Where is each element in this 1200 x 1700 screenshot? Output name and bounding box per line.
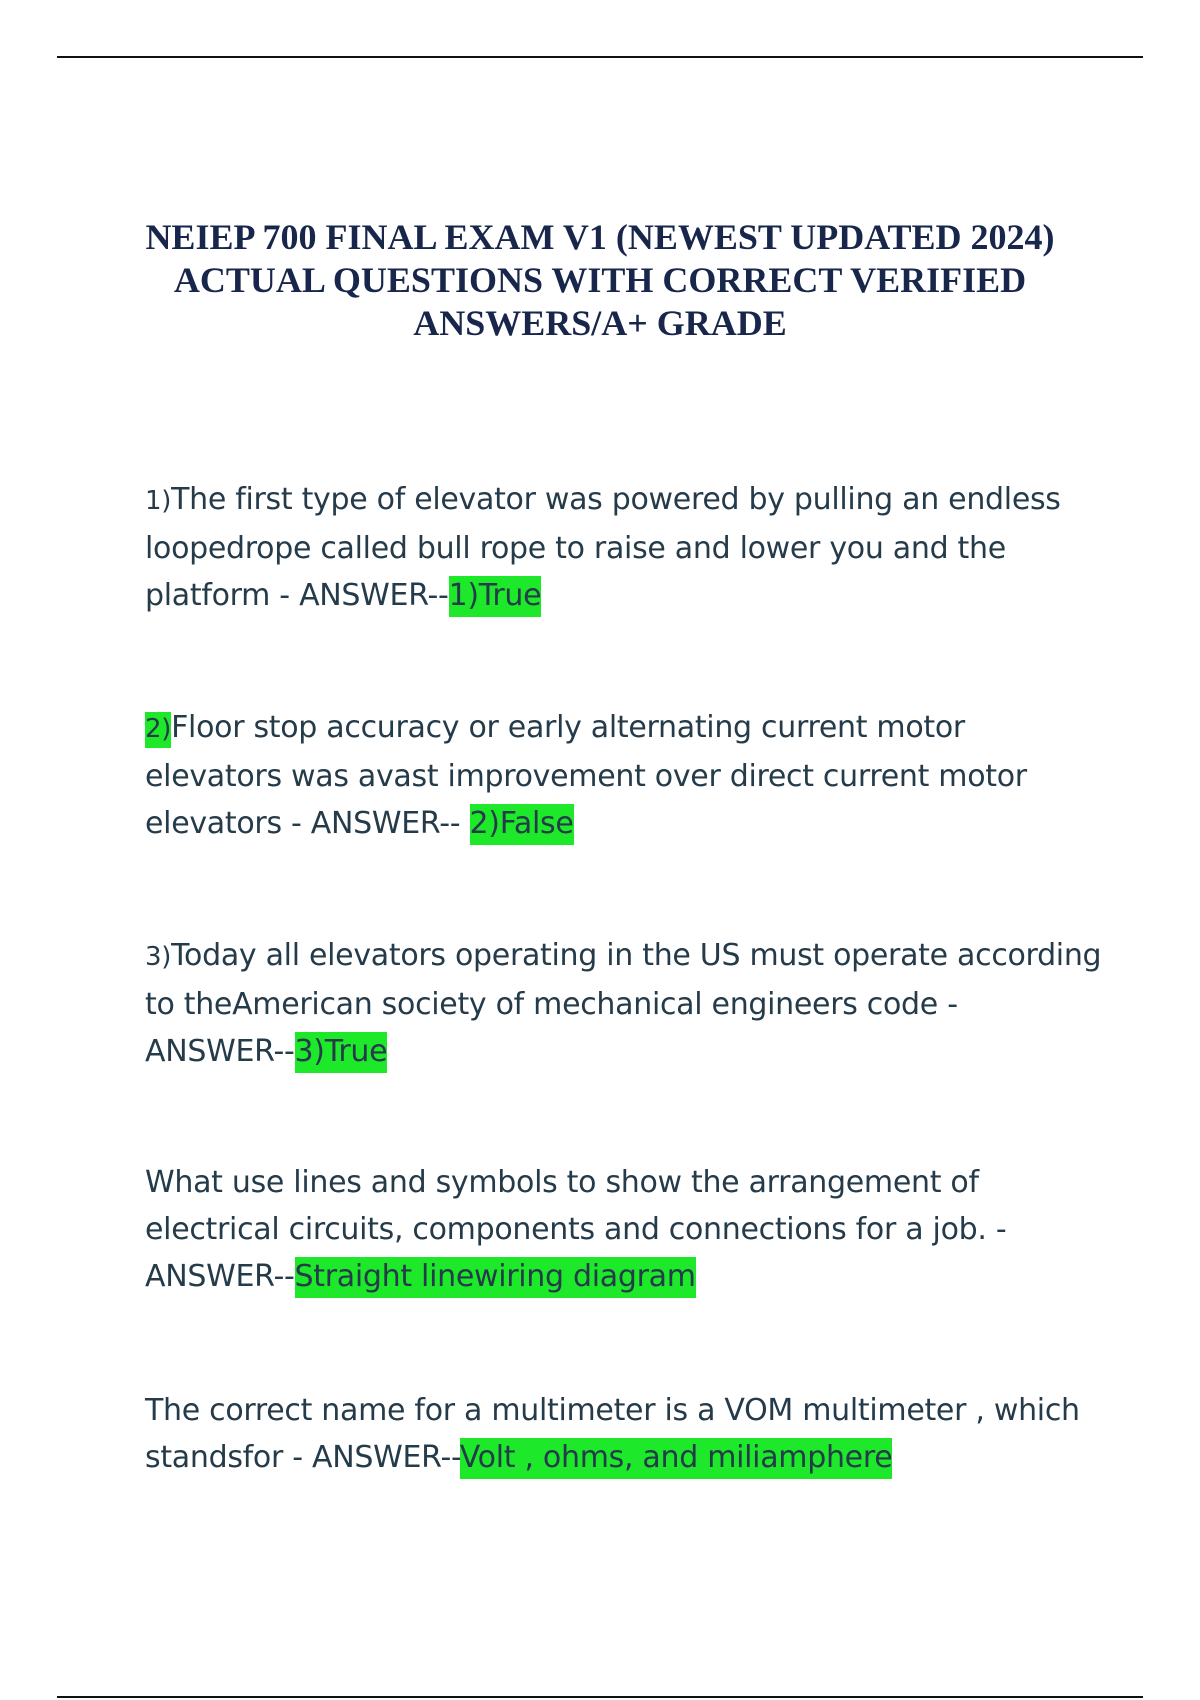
question-text: Floor stop accuracy or early alternating current motor elevators was avast improvement over direct current motor elevators - ANSWER-- — [145, 710, 1027, 841]
question-number: 3) — [145, 942, 172, 972]
question-item-4 — [145, 1159, 1105, 1300]
answer-highlight: 3)True — [295, 1032, 388, 1073]
question-text: Today all elevators operating in the US must operate according to theAmerican society of mechanical engineers code - ANSWER-- — [145, 938, 1102, 1069]
document-title: NEIEP 700 FINAL EXAM V1 (NEWEST UPDATED 2024) ACTUAL QUESTIONS WITH CORRECT VERIFIED ANSWERS/A+ GRADE — [145, 217, 1055, 343]
question-text: The first type of elevator was powered by pulling an endless loopedrope called bull rope to raise and lower you and the platform - ANSWER-- — [145, 482, 1061, 613]
answer-highlight: Volt , ohms, and miliamphere — [460, 1438, 893, 1479]
question-item-5 — [145, 1387, 1105, 1481]
question-text: What use lines and symbols to show the arrangement of electrical circuits, components and connections for a job. - ANSWER-- — [145, 1165, 1007, 1294]
question-number: 1) — [145, 486, 172, 516]
question-item-1 — [145, 476, 1105, 619]
question-number: 2) — [145, 712, 171, 748]
bottom-rule — [57, 1696, 1143, 1698]
top-rule — [57, 56, 1143, 58]
question-text: The correct name for a multimeter is a VOM multimeter , which standsfor - ANSWER-- — [145, 1393, 1080, 1475]
answer-highlight: 2)False — [470, 804, 574, 845]
answer-highlight: Straight linewiring diagram — [295, 1257, 696, 1298]
question-item-2 — [145, 704, 1105, 847]
question-item-3 — [145, 932, 1105, 1075]
answer-highlight: 1)True — [449, 576, 542, 617]
